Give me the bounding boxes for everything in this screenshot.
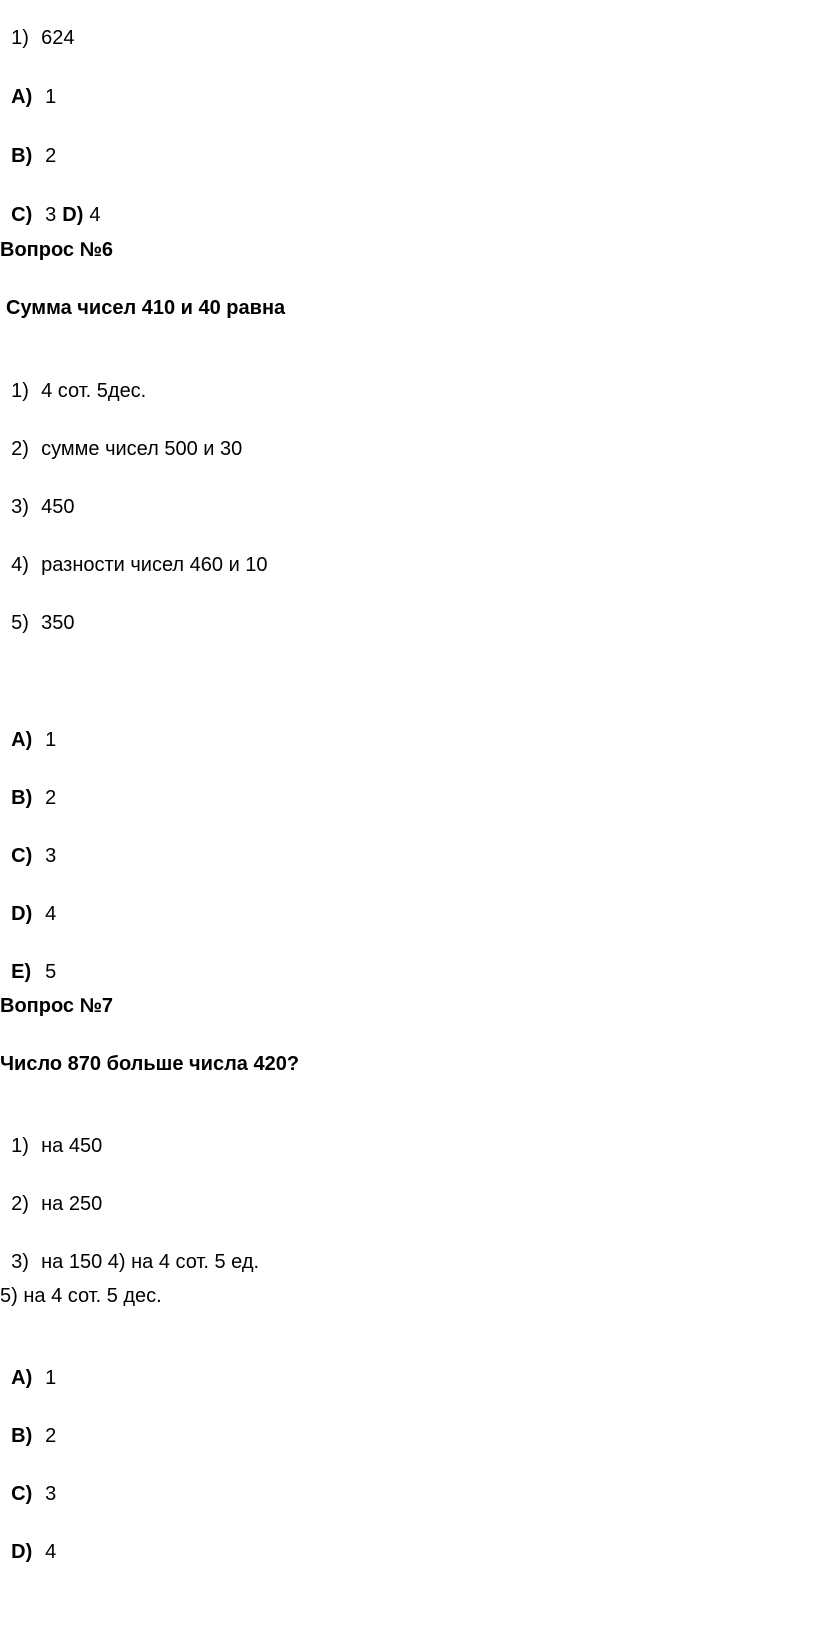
option-number: 1)	[11, 1135, 29, 1157]
answer-letter: C)	[11, 204, 33, 226]
option-text: разности чисел 460 и 10	[41, 554, 268, 576]
answer-letter: A)	[11, 1367, 33, 1389]
option-row	[0, 1110, 102, 1158]
answer-row-a	[0, 704, 56, 752]
option-number: 4)	[11, 554, 29, 576]
answer-value: 2	[45, 145, 57, 167]
option-number: 5)	[11, 612, 29, 634]
question-title: Вопрос №6	[0, 239, 114, 261]
option-text: на 150 4) на 4 сот. 5 ед.	[41, 1251, 260, 1273]
answer-letter: D)	[11, 903, 33, 925]
option-number: 2)	[11, 438, 29, 460]
question-title: Вопрос №7	[0, 995, 114, 1017]
answer-value: 3	[45, 204, 57, 226]
answer-row-e	[0, 936, 56, 984]
option-text: сумме чисел 500 и 30	[41, 438, 243, 460]
option-text: на 250	[41, 1193, 103, 1215]
option-text: 624	[41, 27, 75, 49]
option-text: 450	[41, 496, 75, 518]
answer-letter: D)	[62, 204, 84, 226]
answer-value: 4	[45, 903, 57, 925]
answer-value: 5	[45, 961, 57, 983]
answer-letter: E)	[11, 961, 32, 983]
option-text: 4 сот. 5дес.	[41, 380, 147, 402]
answer-row-cd	[0, 179, 100, 227]
answer-row-b	[0, 120, 56, 168]
answer-value: 3	[45, 845, 57, 867]
answer-value: 2	[45, 1425, 57, 1447]
option-row	[0, 587, 75, 635]
option-row	[0, 471, 75, 519]
answer-letter: B)	[11, 1425, 33, 1447]
answer-row-a	[0, 61, 56, 109]
option-text: на 450	[41, 1135, 103, 1157]
option-number: 2)	[11, 1193, 29, 1215]
answer-row-c	[0, 1458, 56, 1506]
answer-letter: C)	[11, 845, 33, 867]
option-number: 3)	[11, 1251, 29, 1273]
option-row	[0, 1226, 259, 1274]
answer-value: 3	[45, 1483, 57, 1505]
answer-letter: C)	[11, 1483, 33, 1505]
answer-value: 1	[45, 1367, 57, 1389]
answer-row-a	[0, 1342, 56, 1390]
question-text: Сумма чисел 410 и 40 равна	[6, 297, 286, 319]
answer-letter: D)	[11, 1541, 33, 1563]
answer-value: 1	[45, 729, 57, 751]
option-number: 1)	[11, 27, 29, 49]
option-number: 1)	[11, 380, 29, 402]
answer-row-d	[0, 878, 56, 926]
option-row	[0, 2, 75, 50]
option-row	[0, 529, 268, 577]
option-text: 350	[41, 612, 75, 634]
answer-letter: B)	[11, 787, 33, 809]
answer-value: 4	[89, 204, 101, 226]
answer-row-c	[0, 820, 56, 868]
option-number: 3)	[11, 496, 29, 518]
answer-row-d	[0, 1516, 56, 1564]
answer-letter: A)	[11, 729, 33, 751]
answer-row-b	[0, 762, 56, 810]
answer-value: 4	[45, 1541, 57, 1563]
option-row: 5) на 4 сот. 5 дес.	[0, 1285, 162, 1307]
answer-letter: A)	[11, 86, 33, 108]
option-row	[0, 355, 146, 403]
answer-row-b	[0, 1400, 56, 1448]
answer-letter: B)	[11, 145, 33, 167]
answer-value: 1	[45, 86, 57, 108]
option-row	[0, 1168, 102, 1216]
option-row	[0, 413, 242, 461]
answer-value: 2	[45, 787, 57, 809]
question-text: Число 870 больше числа 420?	[0, 1053, 300, 1075]
